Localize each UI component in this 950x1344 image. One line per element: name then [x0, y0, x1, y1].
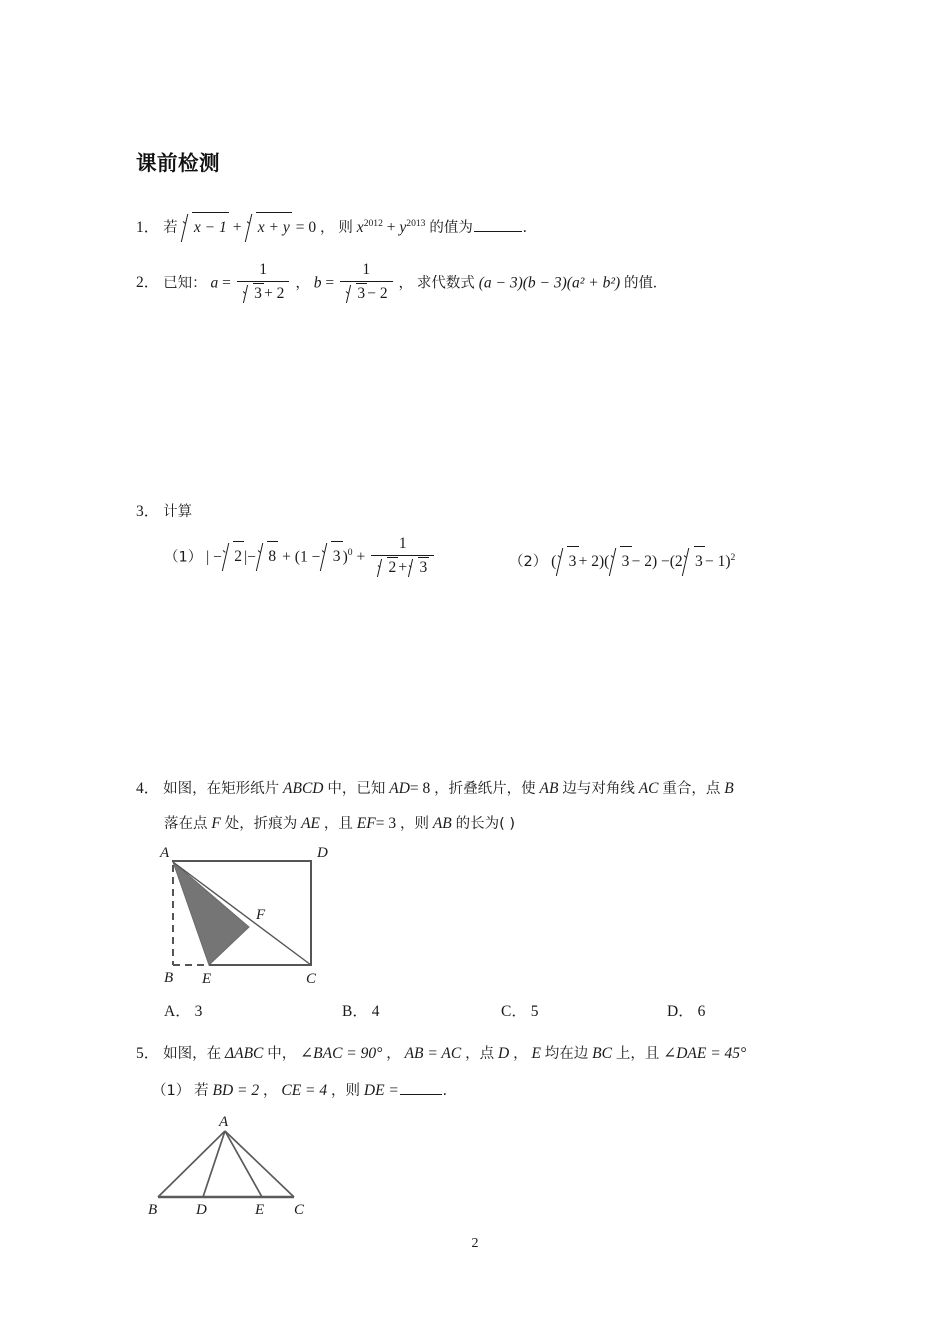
side-bc: BC — [592, 1045, 612, 1062]
ad-value: = 8 — [409, 780, 431, 797]
problem-3-part-1 — [164, 537, 436, 578]
minus-sign: − — [660, 552, 670, 570]
figure-label-C: C — [294, 1202, 305, 1218]
answer-blank-q5[interactable] — [400, 1081, 442, 1095]
period: . — [653, 274, 657, 292]
rect-abcd: ABCD — [283, 780, 324, 797]
q5b-text-2: ， — [262, 1083, 278, 1099]
radicand: x + y — [256, 212, 292, 243]
problem-5-line-2 — [152, 1077, 447, 1106]
point-e: E — [531, 1045, 541, 1062]
ce-equals-4: CE = 4 — [281, 1082, 328, 1099]
fraction-a — [237, 261, 290, 302]
q4-text-1: 如图，在矩形纸片 — [163, 781, 280, 797]
term-1-tail: + 2)( — [578, 552, 610, 570]
plus: + — [398, 558, 408, 576]
radical-x-plus-y — [247, 212, 292, 243]
figure-q5-triangle — [136, 1112, 336, 1222]
side-ac — [225, 1131, 294, 1197]
problem-3-title: 计算 — [163, 504, 193, 520]
part-label-2: （2） — [509, 553, 548, 570]
plus-paren-one-minus: + (1 − — [282, 548, 321, 566]
seg-ab: AB — [539, 780, 559, 797]
close-paren: ) — [342, 548, 348, 566]
q4b-text-5: 的长为( ) — [455, 816, 516, 832]
option-c-key: C． — [501, 1003, 527, 1020]
open-paren: ( — [551, 552, 557, 570]
problem-2-lead: 已知： — [163, 275, 207, 292]
option-c-value: 5 — [530, 1003, 539, 1020]
abs-close: | — [244, 548, 248, 566]
comma-2: ， — [398, 275, 413, 292]
option-d[interactable] — [667, 999, 705, 1021]
radicand: 3 — [356, 283, 367, 303]
diag-ac: AC — [638, 780, 659, 797]
option-b[interactable] — [342, 999, 379, 1021]
option-a-value: 3 — [194, 1003, 203, 1020]
q5-sub-label: （1） — [152, 1083, 191, 1099]
point-f: F — [211, 815, 221, 832]
fraction-denominator — [371, 556, 434, 577]
fraction-numerator: 1 — [237, 261, 290, 281]
figure-label-E: E — [202, 971, 212, 987]
answer-blank-q1[interactable] — [474, 218, 522, 232]
plus-sign-frac: + — [356, 548, 366, 566]
plus-sign-2: + — [386, 218, 396, 236]
abs-open: | − — [206, 548, 222, 566]
figure-q4-rectangle-fold — [136, 843, 356, 988]
q4b-text-2: 处，折痕为 — [224, 816, 298, 832]
exponent-2013: 2013 — [406, 217, 426, 229]
radical-3 — [558, 546, 579, 577]
problem-4-line-1 — [136, 775, 734, 804]
option-c[interactable] — [501, 999, 538, 1021]
q4-text-4: 边与对角线 — [562, 781, 635, 797]
cevian-ae — [225, 1131, 262, 1197]
option-b-key: B． — [342, 1003, 368, 1020]
q5-text-3: ， — [386, 1046, 401, 1062]
side-ab — [158, 1131, 225, 1197]
radicand: 8 — [267, 541, 278, 572]
seg-ad: AD — [389, 780, 410, 797]
term-3-open: (2 — [669, 552, 683, 570]
ef-value: = 3 — [375, 815, 397, 832]
problem-3-heading — [136, 498, 192, 527]
q4b-text-4: ，则 — [399, 816, 429, 832]
fraction-q3-1 — [371, 535, 434, 576]
page-title: 课前检测 — [136, 151, 220, 175]
radical-3 — [346, 283, 367, 303]
fraction-b — [340, 261, 393, 302]
equals-sign-a: = — [222, 274, 231, 292]
variable-b: b — [313, 274, 322, 292]
radicand: 2 — [233, 541, 244, 572]
radical-3 — [611, 546, 632, 577]
term-3-tail: − 1) — [704, 552, 731, 570]
fraction-denominator — [340, 282, 393, 303]
q4-text-3: ，折叠纸片，使 — [434, 781, 536, 797]
term-2-tail: − 2) — [631, 552, 658, 570]
problem-1-number: 1． — [136, 218, 160, 236]
exponent-2012: 2012 — [363, 217, 383, 229]
seg-ef: EF — [356, 815, 376, 832]
radical-2 — [377, 557, 398, 577]
exponent-2: 2 — [730, 551, 736, 563]
option-d-key: D． — [667, 1003, 694, 1020]
figure-label-B: B — [164, 970, 174, 986]
equals-zero: = 0 — [295, 218, 317, 236]
radical-2 — [223, 541, 244, 572]
q5-text-5: ， — [513, 1046, 528, 1062]
problem-5-number: 5． — [136, 1045, 160, 1062]
problem-4-line-2 — [164, 810, 515, 839]
period: . — [522, 218, 527, 236]
bd-equals-2: BD = 2 — [212, 1082, 260, 1099]
figure-label-D: D — [196, 1202, 207, 1218]
crease-ae: AE — [301, 815, 321, 832]
figure-label-E: E — [255, 1202, 265, 1218]
expression-q2: (a − 3)(b − 3)(a² + b²) — [478, 274, 621, 292]
ab-equals-ac: AB = AC — [404, 1045, 462, 1062]
value-of-text: 的值为 — [429, 219, 473, 236]
exponent-0: 0 — [347, 547, 353, 559]
radicand: 3 — [620, 546, 631, 577]
radical-3 — [684, 546, 705, 577]
q4b-text-1: 落在点 — [164, 816, 208, 832]
option-d-value: 6 — [697, 1003, 706, 1020]
radicand: x − 1 — [192, 212, 229, 243]
q4b-text-3: ，且 — [323, 816, 353, 832]
part-label-1: （1） — [164, 549, 203, 566]
problem-4-number: 4． — [136, 780, 160, 797]
fraction-numerator: 1 — [340, 261, 393, 281]
q4-text-2: 中，已知 — [327, 781, 386, 797]
radicand: 3 — [331, 541, 342, 572]
variable-a: a — [210, 274, 219, 292]
equals-sign-b: = — [325, 274, 335, 292]
radical-3 — [243, 283, 264, 303]
point-b: B — [724, 780, 734, 797]
figure-label-C: C — [306, 971, 317, 987]
de-equals: DE = — [363, 1082, 399, 1099]
triangle-abc: ΔABC — [225, 1045, 264, 1062]
problem-3-part-2 — [509, 546, 735, 577]
option-a[interactable] — [164, 999, 202, 1021]
figure-label-B: B — [148, 1202, 158, 1218]
value-text: 的值 — [624, 275, 654, 292]
angle-bac: ∠BAC = 90° — [300, 1045, 383, 1062]
figure-label-A: A — [160, 845, 170, 861]
problem-2-number: 2． — [136, 274, 160, 292]
period: . — [442, 1082, 447, 1099]
figure-label-F: F — [256, 907, 266, 923]
q5-text-7: 上，且 — [615, 1046, 660, 1062]
q5-text-1: 如图，在 — [163, 1046, 222, 1062]
q5-text-4: ，点 — [465, 1046, 495, 1062]
plus-sign: + — [232, 218, 242, 236]
radical-8 — [257, 541, 278, 572]
angle-dae: ∠DAE = 45° — [663, 1045, 747, 1062]
figure-label-D: D — [317, 845, 328, 861]
radical-3 — [408, 557, 429, 577]
problem-3-number: 3． — [136, 503, 160, 520]
radical-x-minus-1 — [183, 212, 229, 243]
problem-5-line-1 — [136, 1040, 746, 1069]
page-number: 2 — [471, 1236, 479, 1251]
problem-2 — [136, 263, 657, 304]
radicand: 3 — [567, 546, 578, 577]
option-a-key: A． — [164, 1003, 191, 1020]
comma-1: ， — [295, 275, 310, 292]
radicand: 2 — [387, 557, 398, 577]
find-expression-text: 求代数式 — [416, 275, 475, 292]
point-d: D — [497, 1045, 510, 1062]
comma: ， — [320, 219, 335, 236]
radicand: 3 — [418, 557, 429, 577]
q4-text-5: 重合，点 — [662, 781, 721, 797]
minus-sign: − — [247, 548, 256, 566]
option-b-value: 4 — [371, 1003, 380, 1020]
radicand: 3 — [694, 546, 705, 577]
figure-label-A: A — [219, 1114, 229, 1130]
shaded-triangle-aef — [173, 862, 249, 965]
den-tail: + 2 — [264, 284, 285, 302]
term-y: y — [399, 218, 407, 236]
q5b-text-1: 若 — [194, 1083, 209, 1099]
q5-text-6: 均在边 — [544, 1046, 589, 1062]
term-x: x — [356, 218, 364, 236]
radicand: 3 — [253, 283, 264, 303]
q5-text-2: 中， — [267, 1046, 297, 1062]
fraction-numerator: 1 — [371, 535, 434, 555]
den-tail: − 2 — [367, 284, 388, 302]
radical-3 — [322, 541, 343, 572]
problem-1-lead: 若 — [163, 219, 178, 236]
fraction-denominator — [237, 282, 290, 303]
q5b-text-3: ，则 — [331, 1083, 361, 1099]
seg-ab-2: AB — [432, 815, 452, 832]
problem-1 — [136, 212, 527, 243]
then-word: 则 — [338, 219, 353, 236]
